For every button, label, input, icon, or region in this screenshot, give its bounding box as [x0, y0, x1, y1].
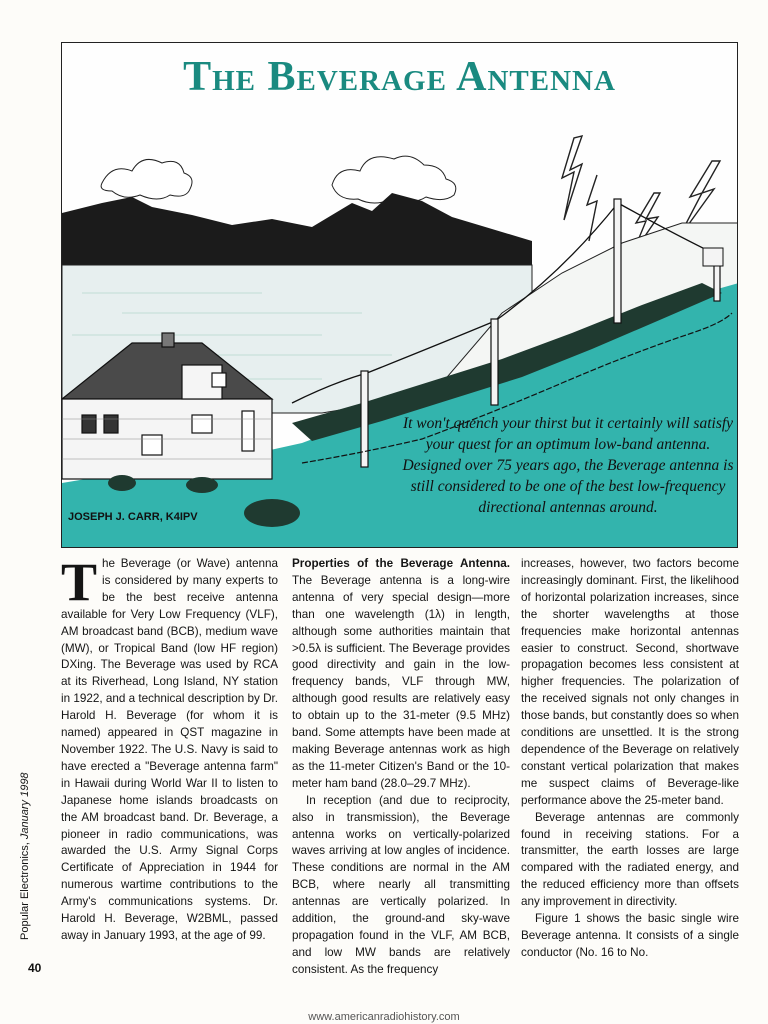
col3-paragraph-3: Figure 1 shows the basic single wire Beverage antenna. It consists of a single conductor (No. 16 to No. [521, 912, 739, 959]
article-deck: It won't quench your thirst but it certainly will satisfy your quest for an optimum low-band antenna. Designed over 75 years ago, the Beverage antenna is still considered to be one of the best low-frequency directional antennas around. [402, 415, 734, 516]
col1-text: he Beverage (or Wave) antenna is considered by many experts to be the best receive antenna available for Very Low Frequency (VLF), AM broadcast band (BCB), medium wave (MW), or Tropical Band (low HF region) DXing. The Beverage was used by RCA at its Riverhead, Long Island, NY station in 1922, and a technical description by Dr. Harold H. Beverage (for whom it is named) appeared in QST magazine in November 1922. The U.S. Navy is said to have erected a "Beverage antenna farm" in Hawaii during World War II to listen to Japanese home islands broadcasts on the AM broadcast band. Dr. Beverage, a pioneer in radio communications, was awarded the U.S. Army Signal Corps Certificate of Appreciation in 1944 for numerous wartime contributions to the Army's communications systems. Dr. Harold H. Beverage, W2BML, passed away in January 1993, at the age of 99. [61, 557, 278, 942]
body-column-3 [521, 556, 739, 962]
sidebar-magazine: Popular Electronics, [19, 842, 31, 940]
body-column-1 [61, 552, 278, 945]
col3-paragraph-1: increases, however, two factors become increasingly dominant. First, the likelihood of horizontal polarization increases, since the shorter wavelengths at those frequencies make horizontal antennas easier to construct. Second, shortwave propagation becomes less consistent at higher frequencies. The polarization of the received signals not only changes in those bands, but constantly does so when conditions are unsettled. It is the strong dependence of the Beverage on relatively constant vertical polarization that makes me suspect claims of Beverage-like performance above the 25-meter band. [521, 557, 739, 807]
col3-paragraph-2: Beverage antennas are commonly found in receiving stations. For a transmitter, the earth losses are large compared with the radiated energy, and the reduced efficiency more than offsets any improvement in directivity. [521, 810, 739, 909]
footer-url[interactable]: www.americanradiohistory.com [308, 1011, 460, 1023]
drop-cap: T [61, 552, 98, 612]
mountain-range [62, 193, 532, 267]
byline: JOSEPH J. CARR, K4IPV [68, 511, 198, 523]
col2-paragraph-2: In reception (and due to reciprocity, also in transmission), the Beverage antenna works on vertically-polarized waves arriving at low angles of incidence. These conditions are normal in the AM BCB, where nearly all transmitting antennas are vertically polarized. In addition, the ground-and sky-wave propagation found in the VLF, AM BCB, and low MW bands are relatively consistent. As the frequency [292, 793, 510, 976]
magazine-sidebar [16, 686, 34, 940]
section-subhead: Properties of the Beverage Antenna. [292, 557, 510, 570]
cloud-left [101, 159, 192, 199]
page-number: 40 [28, 961, 42, 975]
body-column-2 [292, 556, 510, 979]
col2-paragraph-1: The Beverage antenna is a long-wire antenna of very special design—more than one wavelength (1λ) in length, although some authorities maintain that >0.5λ is sufficient. The Beverage provides good directivity and gain in the low-frequency bands, VLF through MW, although good results are relatively easy to obtain up to the 31-meter (9.5 MHz) band. Some attempts have been made at making Beverage antennas work as high as the 11-meter Citizen's Band or the 10-meter ham band (28.0–29.7 MHz). [292, 573, 510, 790]
sidebar-date: January 1998 [19, 772, 31, 840]
hero-illustration-frame [61, 42, 738, 548]
terminal-box [703, 248, 723, 266]
article-title: The Beverage Antenna [183, 54, 616, 100]
